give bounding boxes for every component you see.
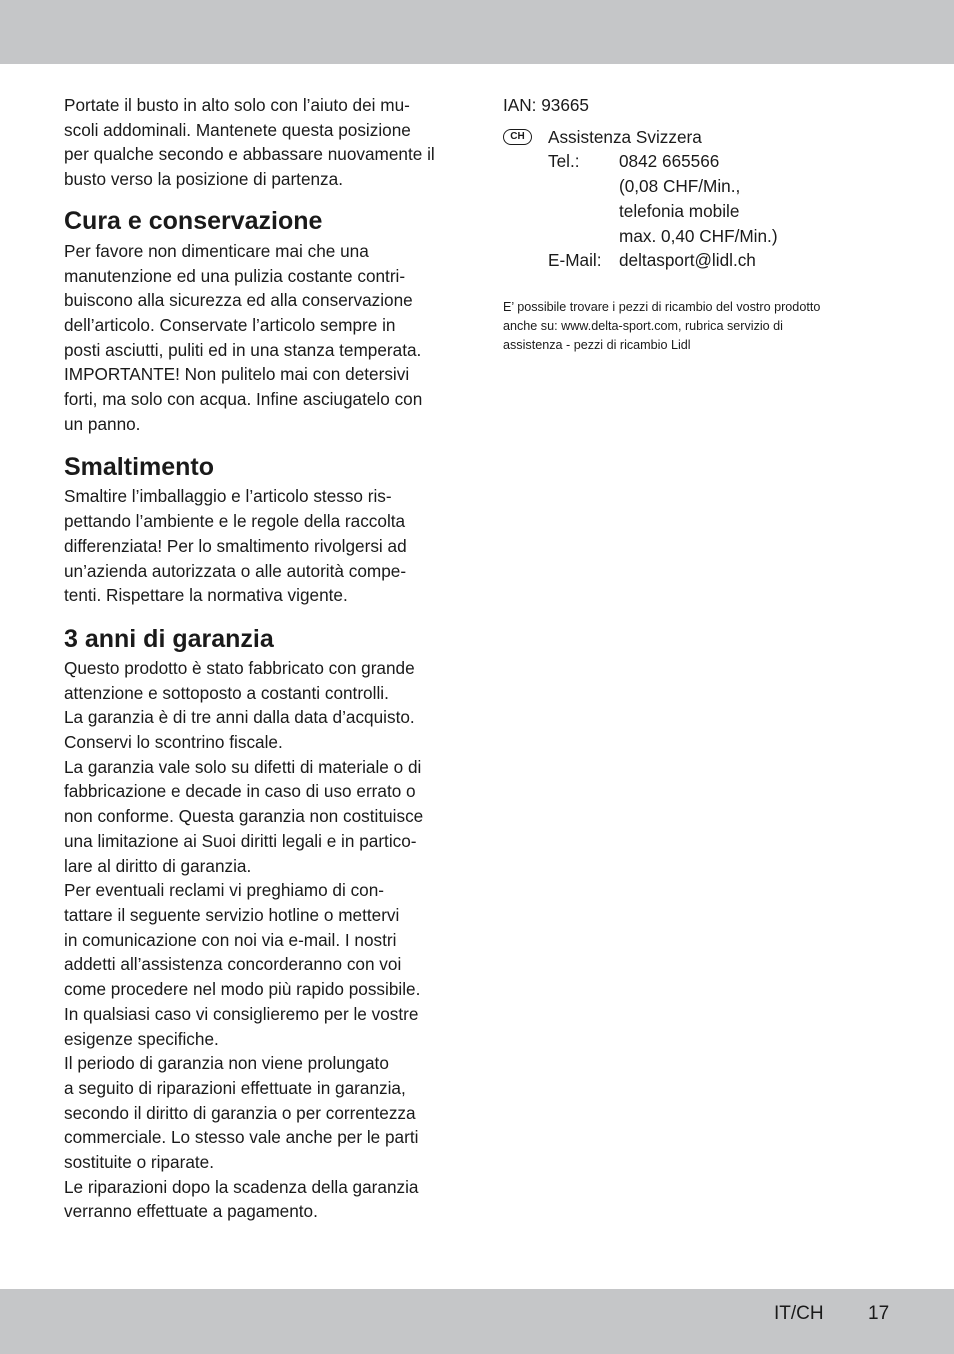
email-label: E-Mail: xyxy=(548,250,602,271)
text-line: a seguito di riparazioni effettuate in garanzia, xyxy=(64,1077,406,1098)
right-column xyxy=(503,93,903,368)
text-line: Le riparazioni dopo la scadenza della garanzia xyxy=(64,1176,419,1197)
email-value: deltasport@lidl.ch xyxy=(619,250,756,271)
disposal-paragraph xyxy=(64,484,464,608)
service-contact xyxy=(503,125,903,273)
text-line: posti asciutti, puliti ed in una stanza temperata. xyxy=(64,339,422,360)
text-line: Smaltire l’imballaggio e l’articolo stesso ris- xyxy=(64,486,392,507)
text-line: verranno effettuate a pagamento. xyxy=(64,1201,318,1222)
text-line: Per eventuali reclami vi preghiamo di con- xyxy=(64,880,385,901)
text-line: commerciale. Lo stesso vale anche per le parti xyxy=(64,1127,419,1148)
text-line: esigenze specifiche. xyxy=(64,1028,219,1049)
text-line: Conservi lo scontrino fiscale. xyxy=(64,732,283,753)
phone-value xyxy=(619,149,903,248)
text-line: 0842 665566 xyxy=(619,151,720,172)
text-line: una limitazione ai Suoi diritti legali e in partico- xyxy=(64,830,417,851)
text-line: in comunicazione con noi via e-mail. I nostri xyxy=(64,929,397,950)
text-line: Questo prodotto è stato fabbricato con grande xyxy=(64,657,415,678)
text-line: pettando l’ambiente e le regole della raccolta xyxy=(64,511,406,532)
text-line: secondo il diritto di garanzia o per correntezza xyxy=(64,1102,416,1123)
text-line: busto verso la posizione di partenza. xyxy=(64,169,343,190)
disposal-heading: Smaltimento xyxy=(64,453,215,482)
text-line: manutenzione ed una pulizia costante contri- xyxy=(64,265,406,286)
text-line: Per favore non dimenticare mai che una xyxy=(64,240,369,261)
text-line: un’azienda autorizzata o alle autorità compe- xyxy=(64,560,407,581)
text-line: forti, ma solo con acqua. Infine asciugatelo con xyxy=(64,389,423,410)
text-line: lare al diritto di garanzia. xyxy=(64,855,252,876)
phone-label: Tel.: xyxy=(548,151,580,172)
intro-paragraph xyxy=(64,93,464,192)
text-line: (0,08 CHF/Min., xyxy=(619,176,741,197)
footer-language: IT/CH xyxy=(774,1303,824,1324)
text-line: come procedere nel modo più rapido possibile. xyxy=(64,979,421,1000)
service-name: Assistenza Svizzera xyxy=(548,126,702,147)
phone-row xyxy=(548,149,903,248)
text-line: dell’articolo. Conservate l’articolo sempre in xyxy=(64,314,396,335)
text-line: per qualche secondo e abbassare nuovamente il xyxy=(64,144,435,165)
text-line: addetti all’assistenza concorderanno con voi xyxy=(64,954,402,975)
ian-number: IAN: 93665 xyxy=(503,95,589,115)
text-line: non conforme. Questa garanzia non costituisce xyxy=(64,806,424,827)
text-line: La garanzia vale solo su difetti di materiale o di xyxy=(64,756,422,777)
text-line: max. 0,40 CHF/Min.) xyxy=(619,225,778,246)
text-line: un panno. xyxy=(64,413,141,434)
text-line: attenzione e sottoposto a costanti controlli. xyxy=(64,682,389,703)
care-paragraph xyxy=(64,239,464,437)
text-line: Portate il busto in alto solo con l’aiuto dei mu- xyxy=(64,95,410,115)
text-line: telefonia mobile xyxy=(619,200,740,221)
header-bar xyxy=(0,0,954,64)
text-line: Il periodo di garanzia non viene prolungato xyxy=(64,1053,389,1074)
text-line: anche su: www.delta-sport.com, rubrica servizio di xyxy=(503,319,783,334)
text-line: IMPORTANTE! Non pulitelo mai con detersivi xyxy=(64,364,410,385)
text-line: differenziata! Per lo smaltimento rivolgersi ad xyxy=(64,535,407,556)
text-line: tenti. Rispettare la normativa vigente. xyxy=(64,585,348,606)
text-line: E’ possibile trovare i pezzi di ricambio del vostro prodotto xyxy=(503,299,821,314)
text-line: assistenza - pezzi di ricambio Lidl xyxy=(503,338,691,353)
text-line: sostituite o riparate. xyxy=(64,1152,214,1173)
text-line: fabbricazione e decade in caso di uso errato o xyxy=(64,781,416,802)
warranty-paragraph xyxy=(64,656,464,1224)
care-heading: Cura e conservazione xyxy=(64,206,323,235)
warranty-heading: 3 anni di garanzia xyxy=(64,624,274,653)
spare-parts-note xyxy=(503,298,903,356)
page-number: 17 xyxy=(868,1303,890,1324)
text-line: La garanzia è di tre anni dalla data d’acquisto. xyxy=(64,707,415,728)
email-row xyxy=(548,248,903,273)
left-column xyxy=(64,93,464,1224)
text-line: buiscono alla sicurezza ed alla conservazione xyxy=(64,290,413,311)
text-line: tattare il seguente servizio hotline o mettervi xyxy=(64,904,400,925)
text-line: scoli addominali. Mantenete questa posizione xyxy=(64,119,411,140)
text-line: In qualsiasi caso vi consiglieremo per le vostre xyxy=(64,1003,419,1024)
country-ch-icon: CH xyxy=(503,129,532,145)
